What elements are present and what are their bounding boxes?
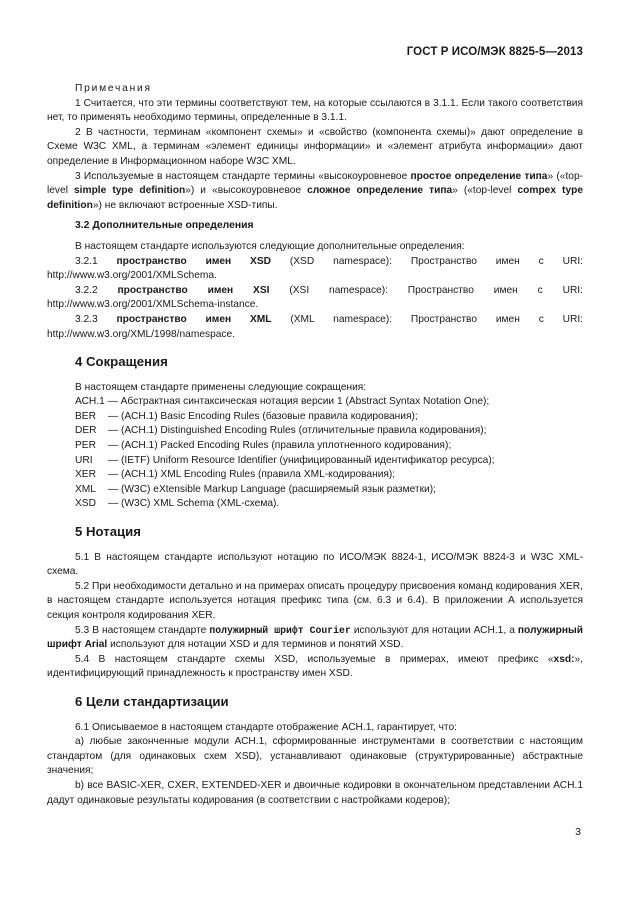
definition-3-2-3: 3.2.3 пространство имен XML (XML namespace): Пространство имен с URI: http://www.w3.org/XML/1998/namespace. xyxy=(47,313,584,340)
paragraph-5-1: 5.1 В настоящем стандарте используют нотацию по ИСО/МЭК 8824-1, ИСО/МЭК 8824-3 и W3C XML-схема. xyxy=(47,551,583,578)
abbreviation-item: BER — (АСН.1) Basic Encoding Rules (базовые правила кодирования); xyxy=(75,410,418,422)
section-3-2-intro: В настоящем стандарте используются следующие дополнительные определения: xyxy=(75,240,465,252)
abbreviation-item: XER — (АСН.1) XML Encoding Rules (правила XML-кодирования); xyxy=(75,469,396,481)
abbreviation-list xyxy=(47,410,583,512)
abbreviation-item: URI — (IETF) Uniform Resource Identifier (унифицированный идентификатор ресурса); xyxy=(75,454,495,466)
notes-title: Примечания xyxy=(75,83,152,94)
abbreviation-asn1: АСН.1 — Абстрактная синтаксическая нотация версии 1 (Abstract Syntax Notation One); xyxy=(75,396,490,408)
paragraph-6-1: 6.1 Описываемое в настоящем стандарте отображение АСН.1, гарантирует, что: xyxy=(75,721,457,733)
note-2: 2 В частности, терминам «компонент схемы» и «свойство (компонента схемы)» дают определение в Схеме W3C XML, а терминам «элемент единицы информации» и «элемент атрибута информации» дают определение в Информационном наборе W3C XML. xyxy=(47,126,583,167)
section-3-2-title: 3.2 Дополнительные определения xyxy=(75,220,254,232)
definition-3-2-2: 3.2.2 пространство имен XSI (XSI namespace): Пространство имен с URI: http://www.w3.org/2001/XMLSchema-instance. xyxy=(47,284,583,311)
section-4-intro: В настоящем стандарте применены следующие сокращения: xyxy=(75,381,367,393)
section-6-title: 6 Цели стандартизации xyxy=(75,693,229,709)
page-content xyxy=(47,82,583,808)
paragraph-5-3: 5.3 В настоящем стандарте полужирный шрифт Courier используют для нотации АСН.1, а полужирный шрифт Arial используют для нотации XSD и для терминов и понятий XSD. xyxy=(47,624,583,651)
note-1: 1 Считается, что эти термины соответствуют тем, на которые ссылаются в 3.1.1. Если такого соответствия нет, то применять необходимо термины, определенные в 3.1.1. xyxy=(47,97,583,124)
document-header: ГОСТ Р ИСО/МЭК 8825-5—2013 xyxy=(406,46,583,58)
section-4-title: 4 Сокращения xyxy=(75,354,168,370)
abbreviation-item: XML — (W3C) eXtensible Markup Language (расширяемый язык разметки); xyxy=(75,483,436,495)
abbreviation-item: XSD — (W3C) XML Schema (XML-схема). xyxy=(75,498,280,510)
paragraph-5-2: 5.2 При необходимости детально и на примерах описать процедуру присвоения команд кодирования XER, в настоящем стандарте используется нотация префикс типа (см. 6.3 и 6.4). В приложении А используется секция контроля кодирования XER. xyxy=(47,580,583,621)
definition-3-2-1: 3.2.1 пространство имен XSD (XSD namespace): Пространство имен с URI: http://www.w3.org/2001/XMLSchema. xyxy=(47,255,583,282)
section-5-title: 5 Нотация xyxy=(75,524,141,540)
abbreviation-item: PER — (АСН.1) Packed Encoding Rules (правила уплотненного кодирования); xyxy=(75,440,452,452)
abbreviation-item: DER — (АСН.1) Distinguished Encoding Rules (отличительные правила кодирования); xyxy=(75,425,487,437)
paragraph-5-4: 5.4 В настоящем стандарте схемы XSD, используемые в примерах, имеют префикс «xsd:», идентифицирующий принадлежность к пространству имен XSD. xyxy=(47,653,583,680)
paragraph-6-1-a: a) любые законченные модули АСН.1, сформированные инструментами в соответствии с настоящим стандартом (для одинаковых схем XSD), устанавливают одинаковые (структурированные) абстрактные значения; xyxy=(47,736,583,777)
page-number: 3 xyxy=(575,826,581,838)
note-3: 3 Используемые в настоящем стандарте термины «высокоуровневое простое определение типа» («top-level simple type definition») и «высокоуровневое сложное определение типа» («top-level compex type definition») не включают встроенные XSD-типы. xyxy=(47,170,584,211)
paragraph-6-1-b: b) все BASIC-XER, CXER, EXTENDED-XER и двоичные кодировки в окончательном представлении АСН.1 дадут одинаковые результаты кодирования (в соответствии с настройками кодеров); xyxy=(47,779,583,806)
